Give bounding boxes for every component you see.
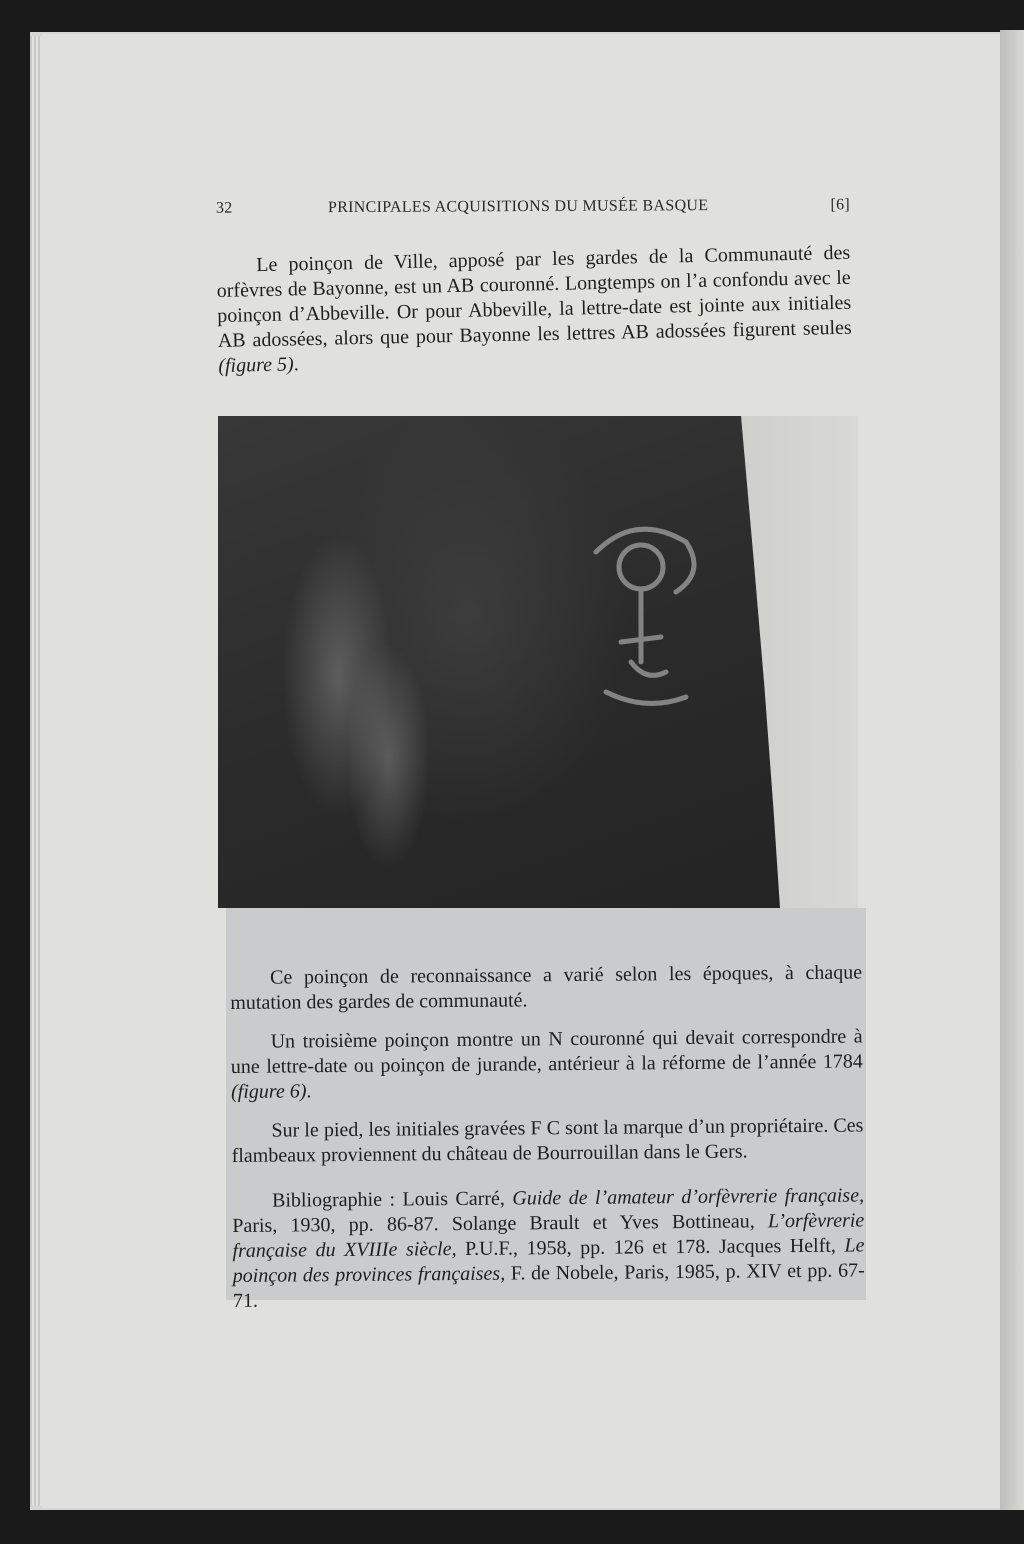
running-title: PRINCIPALES ACQUISITIONS DU MUSÉE BASQUE — [327, 197, 709, 217]
running-head — [216, 196, 856, 223]
figure-ref: (figure 5) — [218, 353, 294, 377]
figure-ref: (figure 6) — [231, 1080, 307, 1103]
paragraph: Sur le pied, les initiales gravées F C sont la marque d’un propriétaire. Ces flambeaux proviennent du château de Bourrouillan dans le Gers. — [231, 1114, 864, 1167]
paragraph: Un troisième poinçon montre un N couronné qui devait correspondre à une lettre-date ou poinçon de jurande, antérieur à la réforme de l’année 1784 (figure 6). — [230, 1025, 863, 1103]
paragraph: Le poinçon de Ville, apposé par les gardes de la Communauté des orfèvres de Bayonne, est un AB couronné. Longtemps on l’a confondu avec le poinçon d’Abbeville. Or pour Abbeville, la lettre-date est jointe aux initiales AB adossées, alors que pour Bayonne les lettres AB adossées figurent seules (figure 5). — [216, 241, 852, 377]
page-number: 32 — [215, 199, 233, 217]
bibliography: Bibliographie : Louis Carré, Guide de l’amateur d’orfèvrerie française, Paris, 1930, pp. 86-87. Solange Brault et Yves Bottineau, L’orfèvrerie française du XVIIIe siècle, P.U.F., 1958, pp. 126 et 178. Jacques Helft, Le poinçon des provinces françaises, F. de Nobele, Paris, 1985, p. XIV et pp. 67-71. — [232, 1184, 865, 1312]
figure-photo — [218, 416, 858, 908]
crowned-ab-hallmark-icon — [576, 512, 706, 712]
section-signature: [6] — [830, 196, 851, 214]
paragraph-block-top — [216, 241, 852, 379]
paragraph-block-bottom — [230, 960, 865, 1314]
facing-page-edge — [1000, 30, 1024, 1510]
paragraph: Ce poinçon de reconnaissance a varié selon les époques, à chaque mutation des gardes de communauté. — [230, 961, 863, 1014]
